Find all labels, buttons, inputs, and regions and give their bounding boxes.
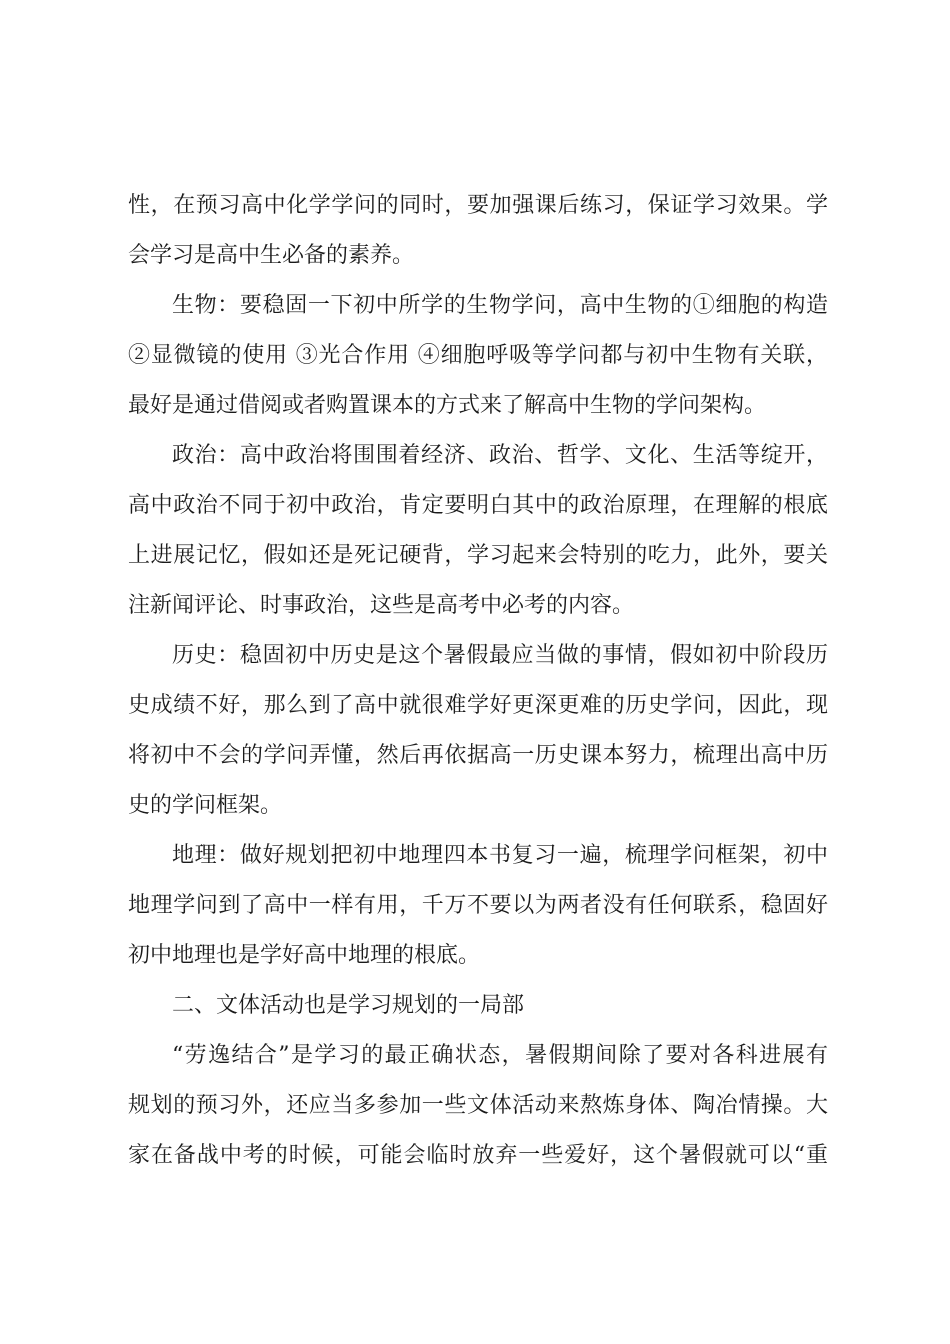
paragraph-history: 历史：稳固初中历史是这个暑假最应当做的事情，假如初中阶段历 <box>172 643 828 668</box>
text-line: 规划的预习外，还应当多参加一些文体活动来熬炼身体、陶冶情操。大 <box>128 1093 828 1118</box>
text-line: 注新闻评论、时事政治，这些是高考中必考的内容。 <box>128 593 635 618</box>
paragraph-recreation: “劳逸结合”是学习的最正确状态，暑假期间除了要对各科进展有 <box>172 1043 828 1068</box>
text-line: 将初中不会的学问弄懂，然后再依据高一历史课本努力，梳理出高中历 <box>128 743 828 768</box>
text-line: 史的学问框架。 <box>128 793 283 818</box>
text-line: 史成绩不好，那么到了高中就很难学好更深更难的历史学问，因此，现 <box>128 693 828 718</box>
text-line: 会学习是高中生必备的素养。 <box>128 243 415 268</box>
text-line: 初中地理也是学好高中地理的根底。 <box>128 943 481 968</box>
paragraph-biology: 生物：要稳固一下初中所学的生物学问，高中生物的①细胞的构造 <box>172 293 828 318</box>
paragraph-geography: 地理：做好规划把初中地理四本书复习一遍，梳理学问框架，初中 <box>172 843 828 868</box>
paragraph-politics: 政治：高中政治将围围着经济、政治、哲学、文化、生活等绽开， <box>172 443 828 468</box>
text-line: 地理学问到了高中一样有用，千万不要以为两者没有任何联系，稳固好 <box>128 893 828 918</box>
text-line: 上进展记忆，假如还是死记硬背，学习起来会特别的吃力，此外，要关 <box>128 543 828 568</box>
section-heading: 二、文体活动也是学习规划的一局部 <box>172 993 525 1018</box>
text-line: 性，在预习高中化学学问的同时，要加强课后练习，保证学习效果。学 <box>128 193 828 218</box>
text-line: 高中政治不同于初中政治，肯定要明白其中的政治原理，在理解的根底 <box>128 493 828 518</box>
text-line: 最好是通过借阅或者购置课本的方式来了解高中生物的学问架构。 <box>128 393 767 418</box>
text-line: ②显微镜的使用 ③光合作用 ④细胞呼吸等学问都与初中生物有关联， <box>128 343 828 368</box>
text-line: 家在备战中考的时候，可能会临时放弃一些爱好，这个暑假就可以“重 <box>128 1143 828 1168</box>
